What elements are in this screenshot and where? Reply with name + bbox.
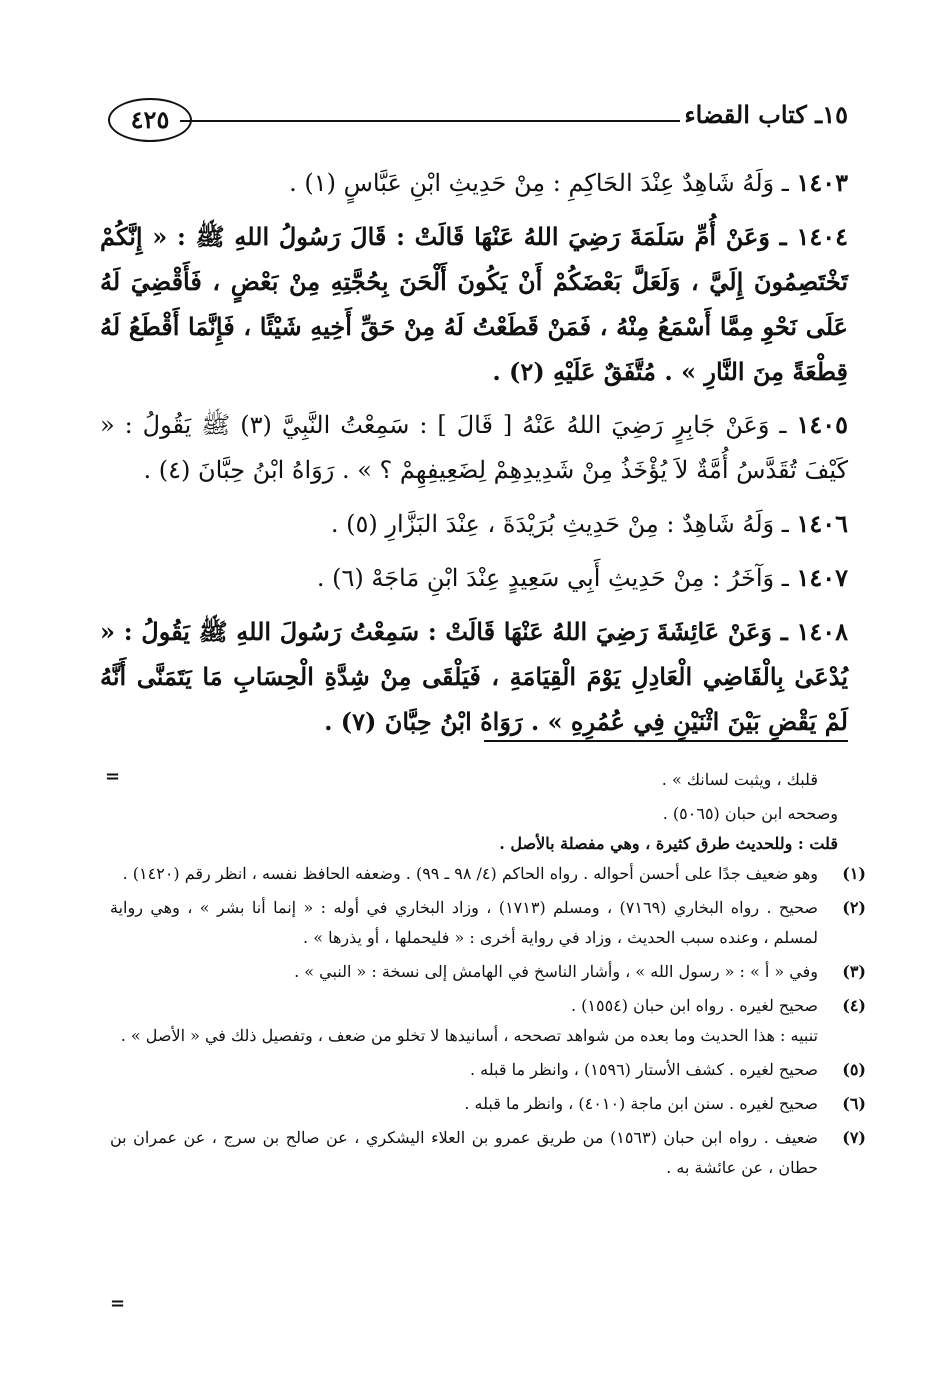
footnote-5: [110, 1055, 866, 1085]
hadith-1406: [100, 501, 848, 547]
hadith-number: ١٤٠٦: [796, 509, 848, 538]
footnote-number: (٢): [842, 898, 866, 917]
footnote-6: [110, 1089, 866, 1119]
continuation-mark-bottom: =: [110, 1293, 126, 1314]
footnote-carryover-line: قلت : وللحديث طرق كثيرة ، وهي مفصلة بالأصل .: [499, 834, 838, 853]
hadith-text: ـ وَعَنْ جَابِرٍ رَضِيَ اللهُ عَنْهُ [ قَالَ ] : سَمِعْتُ النَّبِيَّ (٣) ﷺ يَقُولُ : « كَيْفَ تُقَدَّسُ أُمَّةٌ لاَ يُؤْخَذُ مِنْ شَدِيدِهِمْ لِضَعِيفِهِمْ ؟ » . رَوَاهُ ابْنُ حِبَّانَ (٤) .: [100, 411, 848, 484]
hadith-1403: [100, 160, 848, 206]
hadith-number: ١٤٠٤: [796, 222, 848, 251]
footnote-text: صحيح لغيره . كشف الأستار (١٥٩٦) ، وانظر ما قبله .: [470, 1060, 818, 1079]
footnote-4: [110, 991, 866, 1051]
hadith-number: ١٤٠٧: [796, 563, 848, 592]
footnote-text: وهو ضعيف جدًا على أحسن أحواله . رواه الحاكم (٤/ ٩٨ ـ ٩٩) . وضعفه الحافظ نفسه ، انظر رقم (١٤٢٠) .: [122, 864, 818, 883]
hadith-1408: [100, 609, 848, 744]
hadith-1407: [100, 555, 848, 601]
header-rule: [180, 120, 680, 122]
hadith-1405: [100, 402, 848, 493]
page-header: [108, 92, 848, 144]
footnote-number: (٦): [842, 1094, 866, 1113]
footnote-number: (٤): [842, 996, 866, 1015]
footnote-1: [110, 859, 866, 889]
footnote-text: صحيح لغيره . سنن ابن ماجة (٤٠١٠) ، وانظر ما قبله .: [464, 1094, 818, 1113]
footnote-carryover-line: وصححه ابن حبان (٥٠٦٥) .: [662, 804, 838, 823]
hadith-text: ـ وَعَنْ عَائِشَةَ رَضِيَ اللهُ عَنْهَا قَالَتْ : سَمِعْتُ رَسُولَ اللهِ ﷺ يَقُولُ : « يُدْعَىٰ بِالْقَاضِي الْعَادِلِ يَوْمَ الْقِيَامَةِ ، فَيَلْقَى مِنْ شِدَّةِ الْحِسَابِ مَا يَتَمَنَّى أَنَّهُ لَمْ يَقْضِ بَيْنَ اثْنَيْنِ فِي عُمُرِهِ » . رَوَاهُ ابْنُ حِبَّانَ (٧) .: [100, 617, 848, 736]
page-number-badge: ٤٢٥: [108, 98, 192, 142]
footnote-number: (٥): [842, 1060, 866, 1079]
hadith-number: ١٤٠٥: [796, 410, 848, 439]
hadith-text: ـ وَعَنْ أُمِّ سَلَمَةَ رَضِيَ اللهُ عَنْهَا قَالَتْ : قَالَ رَسُولُ اللهِ ﷺ : « إِنَّكُمْ تَخْتَصِمُونَ إِلَيَّ ، وَلَعَلَّ بَعْضَكُمْ أَنْ يَكُونَ أَلْحَنَ بِحُجَّتِهِ مِنْ بَعْضٍ ، فَأَقْضِيَ لَهُ عَلَى نَحْوِ مِمَّا أَسْمَعُ مِنْهُ ، فَمَنْ قَطَعْتُ لَهُ مِنْ حَقِّ أَخِيهِ شَيْئًا ، فَإِنَّمَا أَقْطَعُ لَهُ قِطْعَةً مِنَ النَّارِ » . مُتَّفَقٌ عَلَيْهِ (٢) .: [100, 222, 848, 386]
footnote-2: [110, 893, 866, 953]
hadith-1404: [100, 214, 848, 394]
hadith-number: ١٤٠٣: [796, 168, 848, 197]
continuation-mark-top: =: [105, 766, 121, 787]
main-text: [100, 160, 848, 752]
footnote-3: [110, 957, 866, 987]
footnote-text: تنبيه : هذا الحديث وما بعده من شواهد تصححه ، أسانيدها لا تخلو من ضعف ، وتفصيل ذلك في « الأصل » .: [120, 1026, 818, 1045]
hadith-text: ـ وَآخَرُ : مِنْ حَدِيثِ أَبِي سَعِيدٍ عِنْدَ ابْنِ مَاجَهْ (٦) .: [316, 564, 789, 592]
footnote-text: وفي « أ » : « رسول الله » ، وأشار الناسخ في الهامش إلى نسخة : « النبي » .: [294, 962, 818, 981]
hadith-text: ـ وَلَهُ شَاهِدٌ عِنْدَ الحَاكِمِ : مِنْ حَدِيثِ ابْنِ عَبَّاسٍ (١) .: [289, 169, 789, 197]
footnote-7: [110, 1123, 866, 1183]
footnote-text: صحيح . رواه البخاري (٧١٦٩) ، ومسلم (١٧١٣) ، وزاد البخاري في أوله : « إنما أنا بشر » ، وهي رواية لمسلم ، وعنده سبب الحديث ، وزاد في رواية أخرى : « فليحملها ، أو يذرها » .: [110, 898, 819, 947]
footnote-number: (١): [842, 864, 866, 883]
chapter-title: ١٥ـ كتاب القضاء: [684, 100, 848, 129]
footnote-separator: [484, 740, 848, 742]
hadith-text: ـ وَلَهُ شَاهِدٌ : مِنْ حَدِيثِ بُرَيْدَةَ ، عِنْدَ البَزَّارِ (٥) .: [330, 510, 789, 538]
footnotes: [110, 765, 866, 1187]
footnote-number: (٧): [842, 1128, 866, 1147]
footnote-text: صحيح لغيره . رواه ابن حبان (١٥٥٤) .: [570, 996, 818, 1015]
footnote-text: ضعيف . رواه ابن حبان (١٥٦٣) من طريق عمرو بن العلاء اليشكري ، عن صالح بن سرج ، عن عمران بن حطان ، عن عائشة به .: [110, 1128, 819, 1177]
hadith-number: ١٤٠٨: [796, 617, 849, 646]
footnote-number: (٣): [842, 962, 866, 981]
footnote-carryover-line: قلبك ، ويثبت لسانك » .: [661, 770, 818, 789]
